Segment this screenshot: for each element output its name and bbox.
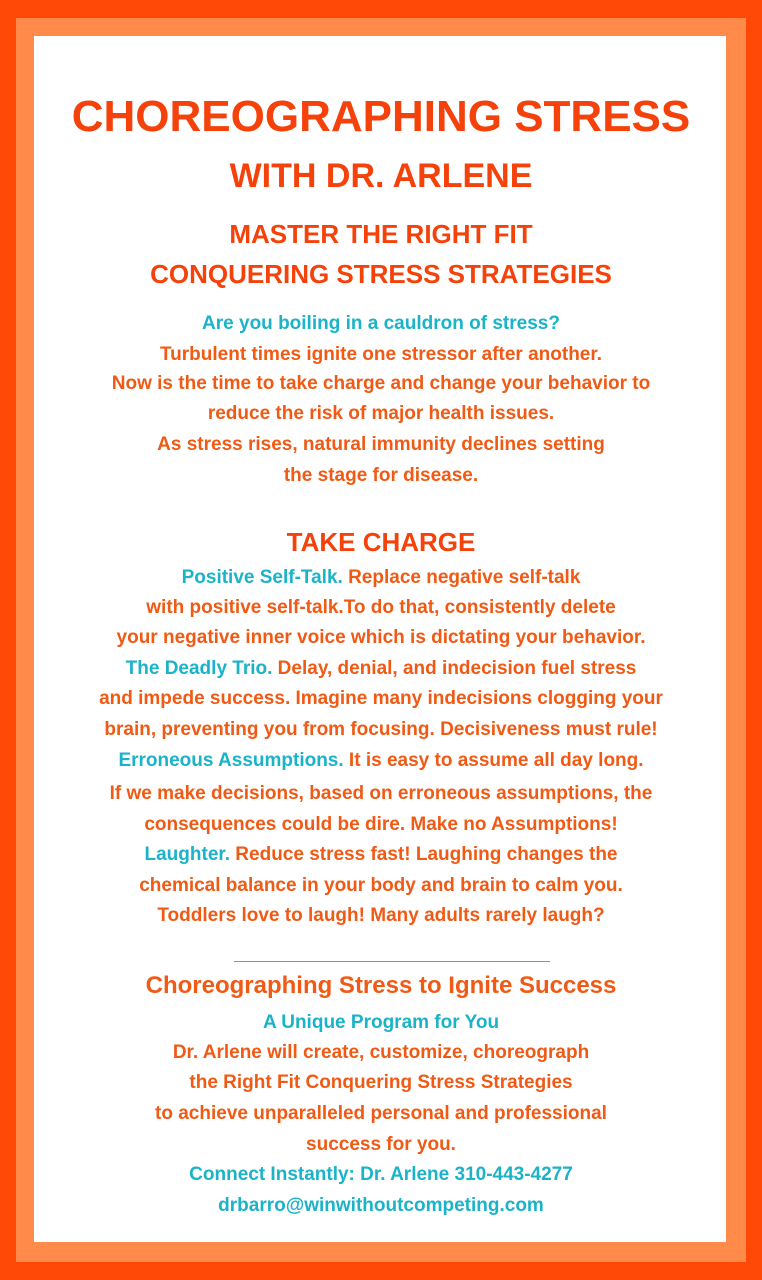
erroneous-assumptions-line2: If we make decisions, based on erroneous assumptions, the (109, 783, 653, 804)
positive-self-talk-line2: with positive self-talk.To do that, consistently delete (146, 597, 616, 618)
intro-line: the stage for disease. (283, 465, 479, 486)
contact-phone: Connect Instantly: Dr. Arlene 310-443-4277 (189, 1164, 573, 1185)
laughter-line3: Toddlers love to laugh! Many adults rarely laugh? (157, 905, 605, 926)
program-tagline: A Unique Program for You (262, 1012, 500, 1033)
erroneous-assumptions-label: Erroneous Assumptions. (118, 750, 344, 771)
laughter-label: Laughter. (144, 844, 231, 865)
positive-self-talk-label: Positive Self-Talk. (181, 567, 343, 588)
intro-line: Turbulent times ignite one stressor after another. (159, 344, 602, 365)
laughter-line2: chemical balance in your body and brain to calm you. (139, 875, 623, 896)
deadly-trio-text: Delay, denial, and indecision fuel stress (272, 658, 637, 679)
deadly-trio-line2: and impede success. Imagine many indecisions clogging your (99, 688, 663, 709)
program-line: Dr. Arlene will create, customize, choreograph (172, 1042, 590, 1063)
page-title: CHOREOGRAPHING STRESS (71, 92, 691, 141)
intro-question: Are you boiling in a cauldron of stress? (202, 313, 560, 334)
take-charge-heading: TAKE CHARGE (286, 527, 476, 557)
laughter-line1 (0, 844, 762, 866)
intro-line: Now is the time to take charge and change your behavior to (111, 373, 651, 394)
intro-line: As stress rises, natural immunity declines setting (157, 434, 605, 455)
program-line: to achieve unparalleled personal and professional (155, 1103, 607, 1124)
divider (234, 961, 550, 962)
contact-email: drbarro@winwithoutcompeting.com (218, 1195, 544, 1216)
intro-line: reduce the risk of major health issues. (207, 403, 555, 424)
laughter-text: Reduce stress fast! Laughing changes the (230, 844, 618, 865)
erroneous-assumptions-line3: consequences could be dire. Make no Assumptions! (144, 814, 618, 835)
program-heading: Choreographing Stress to Ignite Success (145, 972, 617, 999)
subtitle-line1: MASTER THE RIGHT FIT (229, 219, 533, 249)
program-line: the Right Fit Conquering Stress Strategies (189, 1072, 573, 1093)
positive-self-talk-text: Replace negative self-talk (342, 567, 581, 588)
deadly-trio-label: The Deadly Trio. (125, 658, 273, 679)
positive-self-talk-line3: your negative inner voice which is dictating your behavior. (116, 627, 646, 648)
deadly-trio-line3: brain, preventing you from focusing. Decisiveness must rule! (104, 719, 658, 740)
erroneous-assumptions-line1 (0, 750, 762, 772)
subtitle-line2: CONQUERING STRESS STRATEGIES (150, 259, 612, 289)
program-line: success for you. (306, 1134, 456, 1155)
positive-self-talk-line1 (0, 567, 762, 589)
deadly-trio-line1 (0, 658, 762, 680)
page-title-line2: WITH DR. ARLENE (229, 157, 533, 195)
erroneous-assumptions-text: It is easy to assume all day long. (343, 750, 644, 771)
